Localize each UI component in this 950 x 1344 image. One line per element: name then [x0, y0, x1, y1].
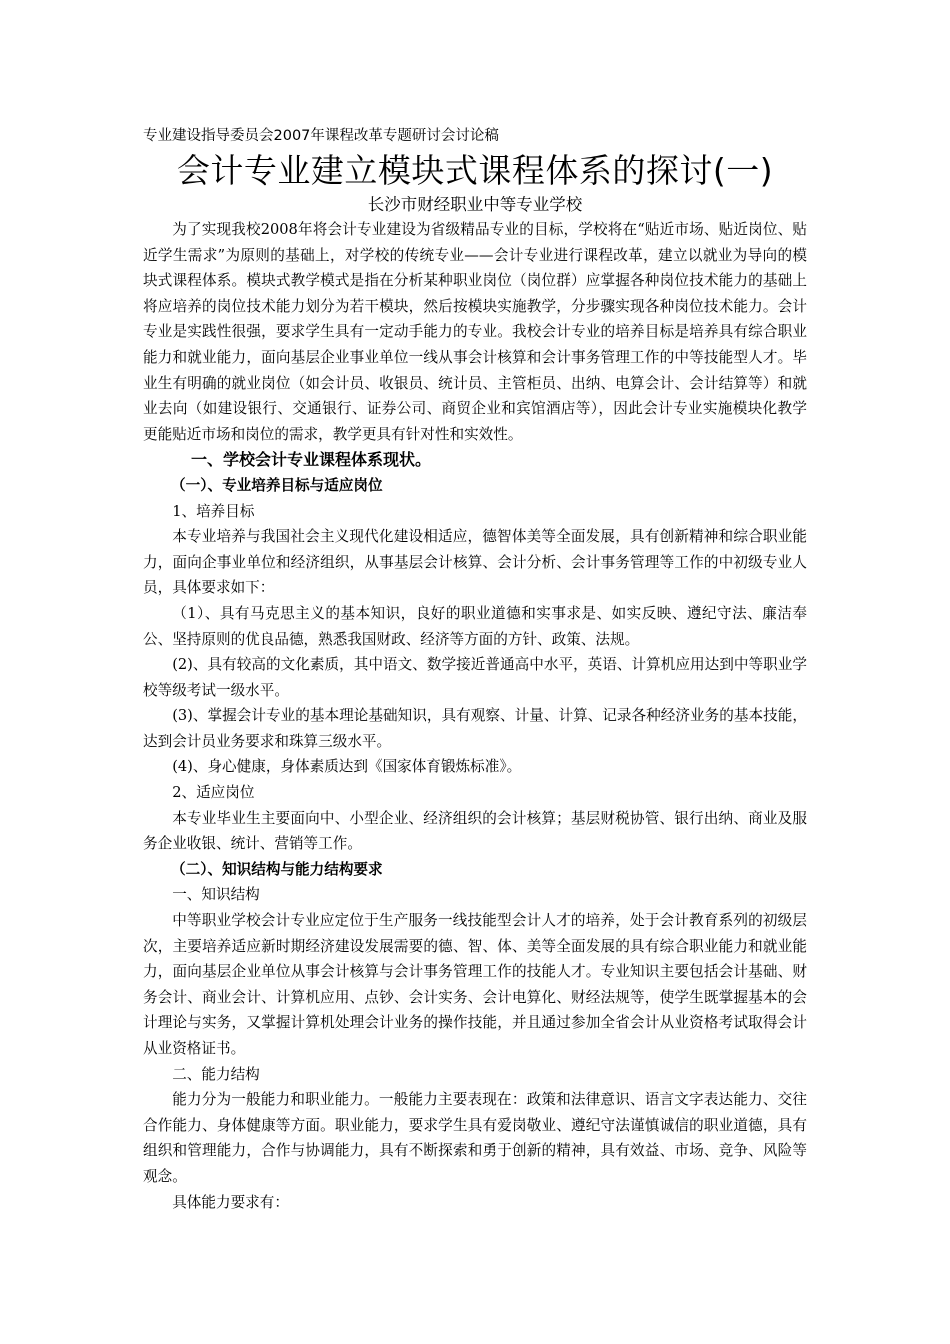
requirement-3: (3)、掌握会计专业的基本理论基础知识，具有观察、计量、计算、记录各种经济业务的基本技能，达到会计员业务要求和珠算三级水平。: [143, 707, 807, 750]
subsection-2-heading: （二）、知识结构与能力结构要求: [171, 860, 383, 878]
subsection-1-heading: （一）、专业培养目标与适应岗位: [171, 476, 383, 494]
suitable-post-label: 2、适应岗位: [172, 784, 255, 802]
specific-ability-label: 具体能力要求有：: [172, 1193, 289, 1211]
knowledge-structure-text: 中等职业学校会计专业应定位于生产服务一线技能型会计人才的培养，处于会计教育系列的初级层次，主要培养适应新时期经济建设发展需要的德、智、体、美等全面发展的具有综合职业能力和就业能力，面向基层企业单位从事会计核算与会计事务管理工作的技能人才。专业知识主要包括会计基础、财务会计、商业会计、计算机应用、点钞、会计实务、会计电算化、财经法规等，使学生既掌握基本的会计理论与实务，又掌握计算机处理会计业务的操作技能，并且通过参加全省会计从业资格考试取得会计从业资格证书。: [143, 912, 807, 1057]
training-goal-label: 1、培养目标: [172, 502, 255, 520]
intro-paragraph: 为了实现我校2008年将会计专业建设为省级精品专业的目标，学校将在“贴近市场、贴近岗位、贴近学生需求”为原则的基础上，对学校的传统专业——会计专业进行课程改革，建立以就业为导向的模块式课程体系。模块式教学模式是指在分析某种职业岗位（岗位群）应掌握各种岗位技术能力的基础上将应培养的岗位技术能力划分为若干模块，然后按模块实施教学，分步骤实现各种岗位技术能力。会计专业是实践性很强，要求学生具有一定动手能力的专业。我校会计专业的培养目标是培养具有综合职业能力和就业能力，面向基层企业事业单位一线从事会计核算和会计事务管理工作的中等技能型人才。毕业生有明确的就业岗位（如会计员、收银员、统计员、主管柜员、出纳、电算会计、会计结算等）和就业去向（如建设银行、交通银行、证券公司、商贸企业和宾馆酒店等），因此会计专业实施模块化教学更能贴近市场和岗位的需求，教学更具有针对性和实效性。: [143, 221, 807, 443]
school-name: 长沙市财经职业中等专业学校: [367, 195, 583, 214]
document-body: [143, 126, 807, 1215]
ability-structure-label: 二、能力结构: [172, 1065, 260, 1083]
source-line: 专业建设指导委员会2007年课程改革专题研讨会讨论稿: [143, 128, 499, 144]
requirement-2: (2)、具有较高的文化素质，其中语文、数学接近普通高中水平，英语、计算机应用达到中等职业学校等级考试一级水平。: [143, 656, 807, 699]
suitable-post-text: 本专业毕业生主要面向中、小型企业、经济组织的会计核算；基层财税协管、银行出纳、商业及服务企业收银、统计、营销等工作。: [143, 809, 807, 853]
section-1-heading: 一、学校会计专业课程体系现状。: [191, 450, 432, 470]
ability-structure-text: 能力分为一般能力和职业能力。一般能力主要表现在：政策和法律意识、语言文字表达能力、交往合作能力、身体健康等方面。职业能力，要求学生具有爱岗敬业、遵纪守法谨慎诚信的职业道德，具有组织和管理能力，合作与协调能力，具有不断探索和勇于创新的精神，具有效益、市场、竞争、风险等观念。: [143, 1091, 807, 1185]
document-title: 会计专业建立模块式课程体系的探讨(一): [176, 151, 774, 190]
requirement-4: (4)、身心健康，身体素质达到《国家体育锻炼标准》。: [172, 758, 522, 776]
training-goal-text: 本专业培养与我国社会主义现代化建设相适应，德智体美等全面发展，具有创新精神和综合职业能力，面向企事业单位和经济组织，从事基层会计核算、会计分析、会计事务管理等工作的中初级专业人员，具体要求如下：: [143, 528, 807, 597]
requirement-1: （1）、具有马克思主义的基本知识，良好的职业道德和实事求是、如实反映、遵纪守法、廉洁奉公、坚持原则的优良品德，熟悉我国财政、经济等方面的方针、政策、法规。: [143, 604, 807, 648]
knowledge-structure-label: 一、知识结构: [172, 886, 260, 904]
